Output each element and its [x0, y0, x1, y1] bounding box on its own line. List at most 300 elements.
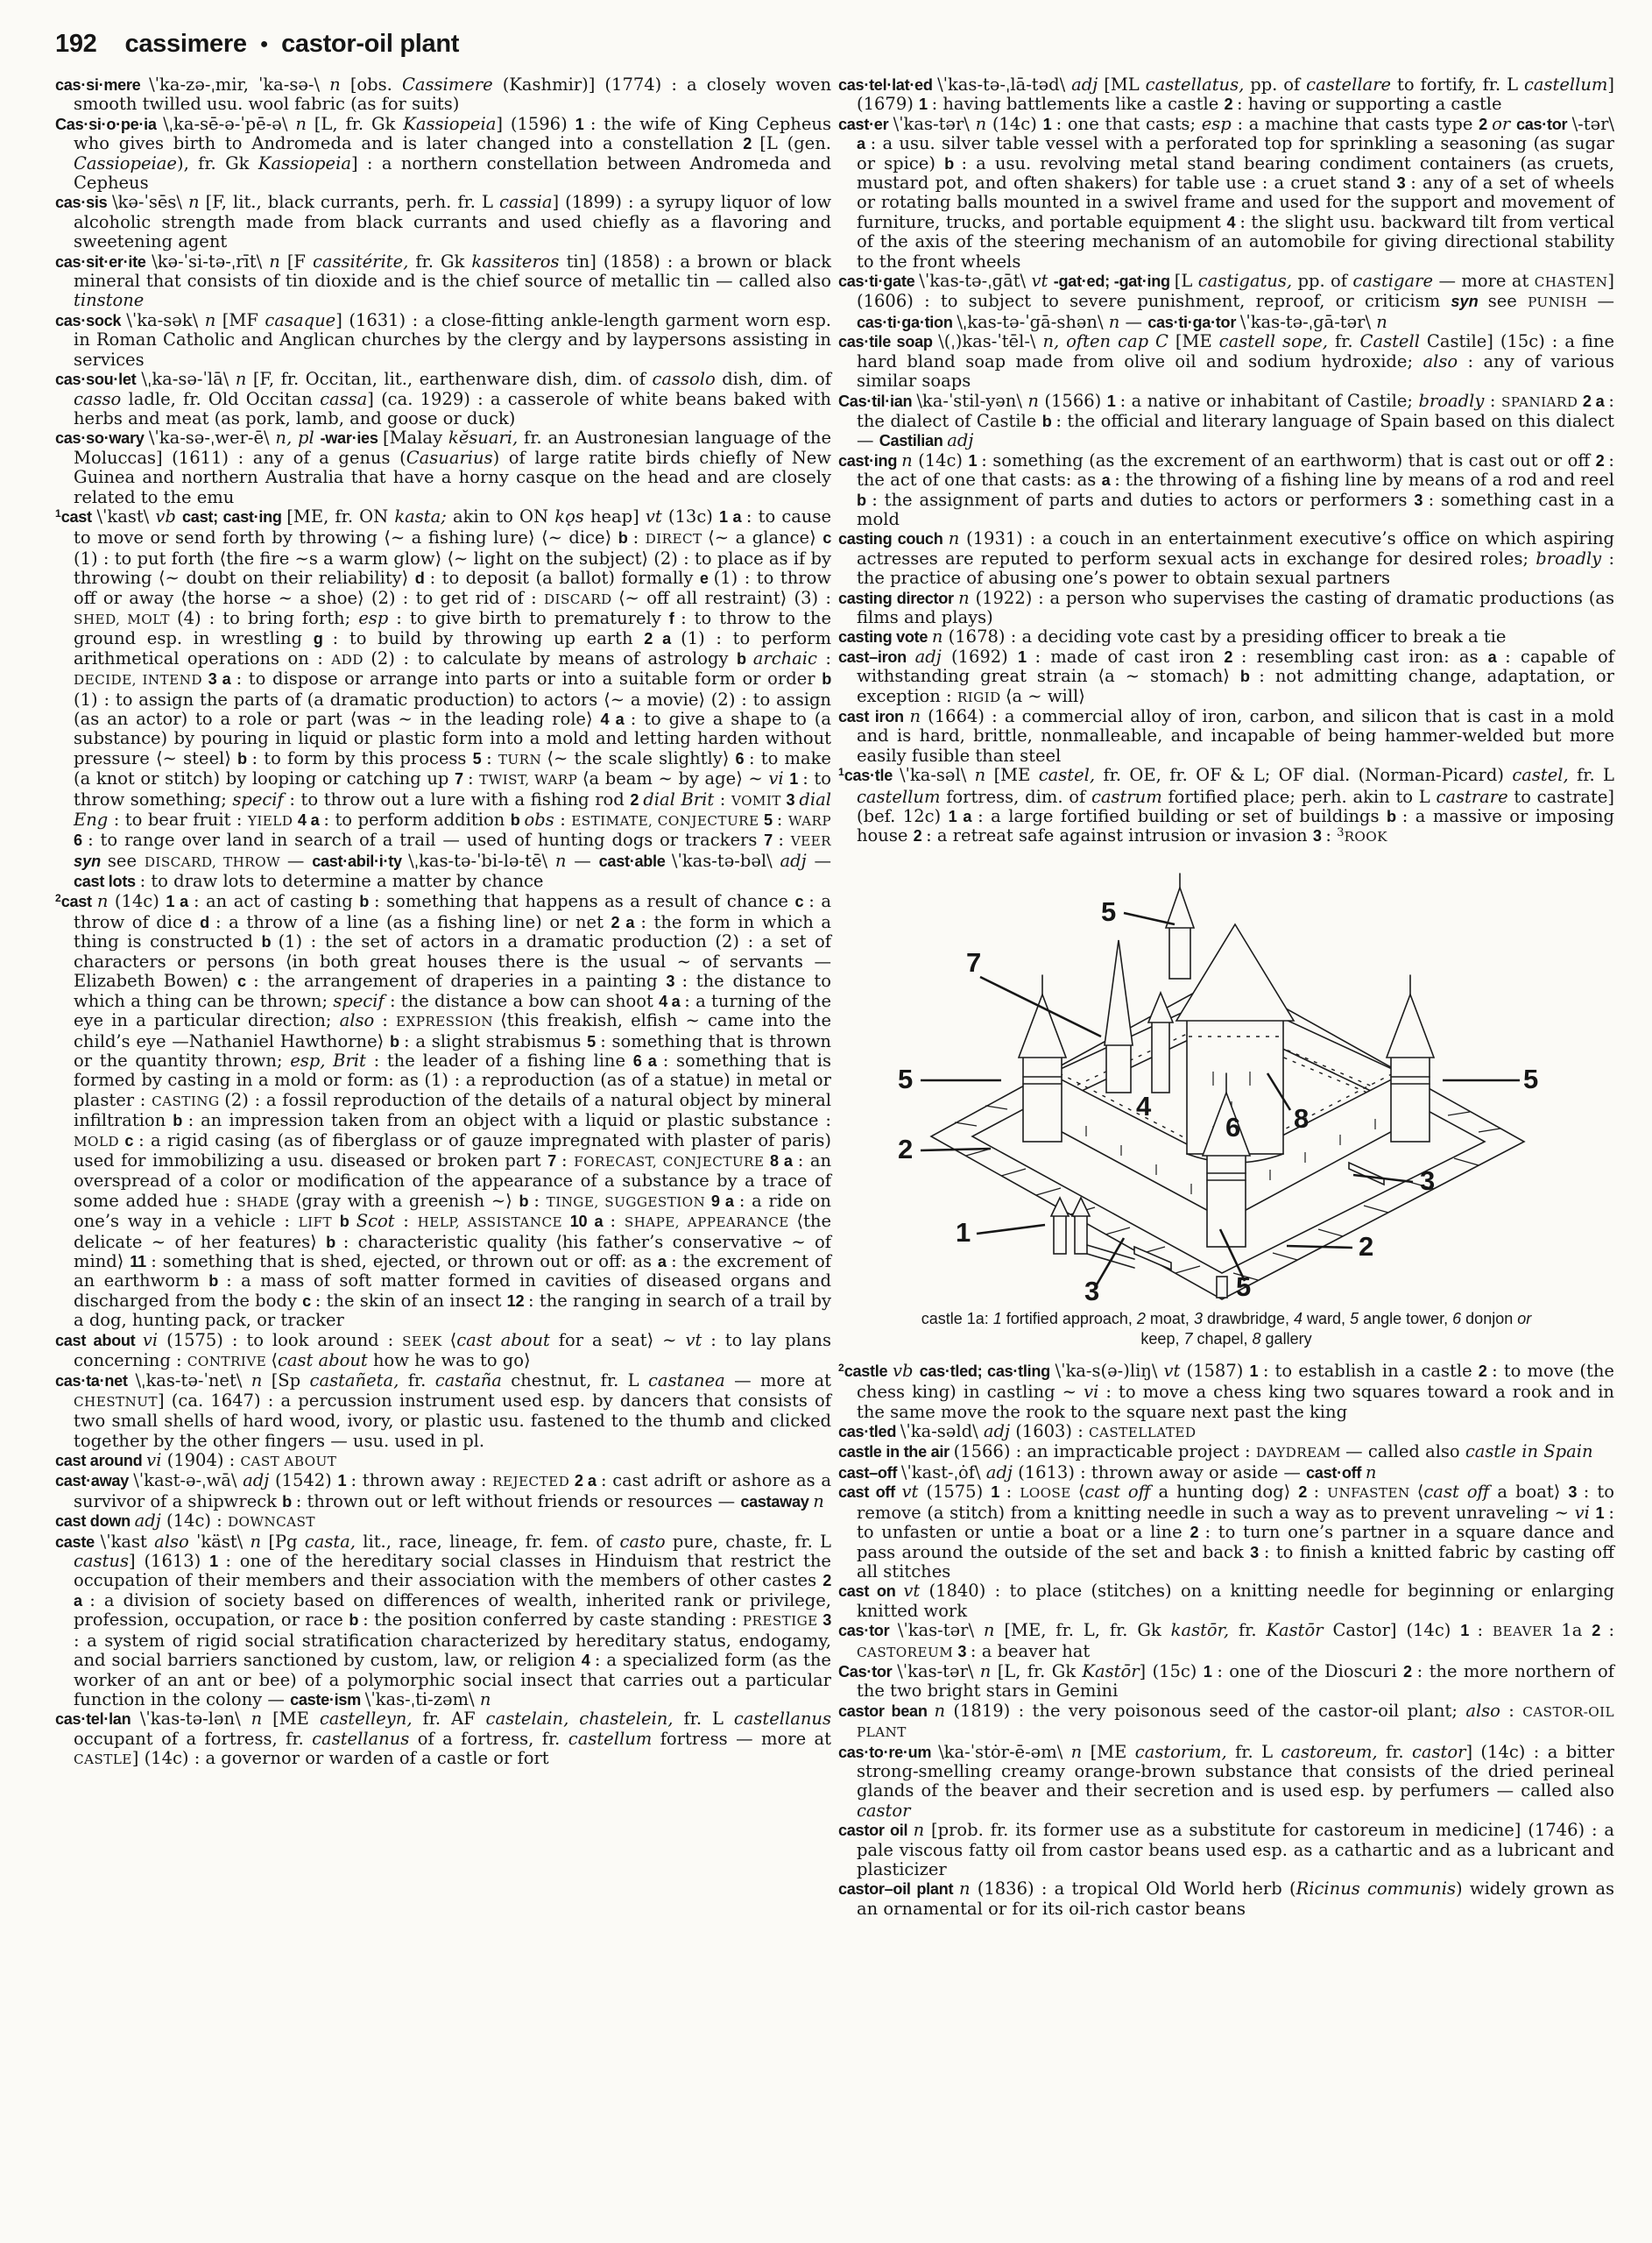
text-run: castellatus,: [1145, 74, 1251, 95]
text-run: 7: [1183, 1329, 1197, 1348]
text-run: cas·sis: [55, 194, 112, 212]
dictionary-entry: [838, 1482, 1614, 1581]
text-run: Castell: [1359, 331, 1427, 352]
text-run: casaque: [265, 309, 336, 330]
dictionary-entry: [55, 1371, 831, 1451]
text-run: :: [486, 747, 498, 768]
text-run: :: [719, 789, 731, 810]
text-run: 9 a: [710, 1192, 739, 1210]
text-run: LOOSE: [1020, 1485, 1078, 1502]
text-run: CASTOREUM: [857, 1644, 958, 1660]
text-run: —: [286, 850, 313, 871]
text-run: ] (1631) : a close-fitting ankle-length garment worn esp. in Roman Catholic and Anglican churches by the clergy and by laypersons assisting in services: [74, 309, 831, 370]
text-run: : a beaver hat: [970, 1640, 1091, 1661]
text-run: ⟨this freakish, elfish ∼ came into the child’s eye —Nathaniel Hawthorne⟩: [74, 1010, 832, 1051]
text-run: castelleyn,: [319, 1709, 423, 1730]
text-run: of a fortress, fr.: [417, 1728, 568, 1749]
text-run: \ˈkas-tə-ˌgāt\: [919, 271, 1032, 292]
text-run: 2: [1479, 115, 1493, 133]
text-run: n: [251, 1370, 272, 1391]
text-run: n: [958, 1879, 978, 1900]
text-run: b: [326, 1233, 343, 1251]
text-run: : something that is thrown or the quantity thrown;: [74, 1030, 831, 1071]
text-run: 1: [789, 770, 803, 789]
text-run: n: [901, 449, 919, 471]
text-run: b: [1041, 412, 1056, 430]
text-run: 2: [1595, 451, 1609, 470]
text-run: \ˈka-səl\: [899, 765, 975, 786]
text-run: : the practice of abusing one’s power to obtain sexual partners: [857, 548, 1615, 589]
text-run: vt: [901, 1482, 927, 1503]
text-run: : to make (a knot or stitch) by looping or catching up: [74, 747, 831, 789]
text-run: \ˈka-zə-ˌmir, ˈka-sə-\: [149, 74, 330, 95]
text-run: Cassimere: [401, 74, 503, 95]
text-run: 6: [74, 831, 88, 850]
text-run: syn: [74, 852, 108, 870]
text-run: archaic: [752, 647, 826, 669]
text-run: b: [359, 892, 375, 910]
text-run: cas·si·mere: [55, 76, 150, 94]
text-run: n: [204, 309, 222, 330]
text-run: casting director: [838, 589, 959, 607]
text-run: : a slight strabismus: [404, 1030, 588, 1051]
text-run: [F: [286, 251, 313, 272]
text-run: c: [124, 1131, 139, 1150]
text-run: (4) : to bring forth;: [177, 607, 359, 628]
text-run: : to move a chess king two squares toward a rook and in the same move the rook to the square next past the king: [857, 1382, 1614, 1422]
text-run: cast down: [55, 1512, 135, 1531]
text-run: vi: [1084, 1382, 1106, 1403]
text-run: :: [561, 1150, 575, 1171]
text-run: — more at: [734, 1370, 831, 1391]
dictionary-entry: [838, 392, 1614, 451]
text-run: also: [1423, 350, 1468, 371]
text-run: 5: [472, 749, 487, 768]
text-run: see: [1487, 291, 1528, 312]
text-run: HELP, ASSISTANCE: [417, 1214, 570, 1231]
dictionary-entry: [838, 1879, 1614, 1919]
text-run: 2 a: [74, 1572, 831, 1610]
figure-callout-line: [1124, 913, 1175, 924]
text-run: vt: [1163, 1360, 1187, 1381]
text-run: dial Brit: [643, 789, 720, 810]
text-run: fr.: [407, 1370, 435, 1391]
text-run: \ˈkas-tər\: [893, 113, 976, 134]
dictionary-entry: [838, 647, 1614, 707]
text-run: : something that is shed, ejected, or thrown out or off: as: [151, 1250, 658, 1271]
text-run: kastōr,: [1170, 1620, 1239, 1641]
text-run: CASTOR-OIL PLANT: [857, 1703, 1614, 1741]
text-run: f: [668, 609, 681, 627]
text-run: : a throw of a line (as a fishing line) or net: [215, 912, 611, 933]
text-run: \-tər\: [1571, 113, 1615, 134]
text-run: cast·er: [838, 115, 893, 133]
text-run: b: [857, 491, 872, 509]
text-run: ˈkäst\: [196, 1531, 251, 1552]
guide-word-left: cassimere: [124, 30, 247, 58]
text-run: 2: [838, 1361, 844, 1374]
text-run: cassa: [320, 388, 368, 409]
text-run: TURN: [498, 751, 547, 768]
text-run: [Sp: [271, 1370, 310, 1391]
text-run: or: [1517, 1309, 1532, 1327]
text-run: ] : a northern constellation between Andromeda and Cepheus: [74, 152, 832, 194]
text-run: ] (15c): [1139, 1660, 1204, 1681]
text-run: [ME: [1175, 331, 1219, 352]
text-run: : the slight usu. backward tilt from vertical of the axis of the steering mechanism of an automobile for giving directional stability to the front wheels: [857, 211, 1614, 272]
dictionary-entry: [55, 1471, 831, 1511]
dictionary-entry: [838, 1362, 1614, 1422]
text-run: SHED, MOLT: [74, 611, 177, 627]
text-run: ] (14c) : a bitter strong-smelling creamy orange-brown substance that consists of the dried perineal glands of the beaver and their secretion and is used esp. by perfumers — called also: [857, 1741, 1614, 1801]
text-run: —: [1125, 311, 1148, 332]
text-run: ⟨a beam ∼ by age⟩ ∼: [582, 768, 769, 789]
text-run: \ˈka-s(ə-)liŋ\: [1055, 1360, 1164, 1381]
text-run: [L, fr. Gk: [314, 113, 404, 134]
text-run: UNFASTEN: [1327, 1485, 1417, 1502]
text-run: n: [269, 251, 287, 272]
text-run: 8 a: [769, 1151, 798, 1170]
text-run: -gat·ed; -gat·ing: [1053, 272, 1175, 291]
text-run: [L: [1174, 271, 1198, 292]
text-run: Cas·til·ian: [838, 392, 917, 410]
text-run: SEEK: [402, 1333, 450, 1349]
dictionary-entry: [838, 1442, 1614, 1462]
text-run: cast–iron: [838, 647, 915, 666]
text-run: 3: [822, 1611, 831, 1630]
text-run: b: [510, 811, 525, 830]
text-run: see: [107, 850, 145, 871]
text-run: castorium,: [1134, 1741, 1236, 1762]
text-run: also: [154, 1531, 197, 1552]
text-run: cas·sock: [55, 311, 127, 329]
text-run: cast around: [55, 1452, 147, 1470]
dictionary-entry: [55, 1532, 831, 1710]
text-run: \ˈka-sə-ˌwer-ē\: [148, 428, 276, 449]
text-run: 2: [743, 135, 760, 153]
text-run: 3 a: [208, 670, 237, 689]
text-run: ROOK: [1344, 829, 1387, 846]
text-run: : the distance a bow can shoot: [389, 990, 660, 1011]
text-run: : a machine that casts type: [1237, 113, 1479, 134]
text-run: how he was to go⟩: [372, 1350, 531, 1370]
text-run: cast·abil·i·ty: [312, 852, 409, 870]
text-run: or: [1492, 113, 1516, 134]
text-run: ⟨∼ the scale slightly⟩: [547, 747, 736, 768]
text-run: : cast adrift or ashore as a survivor of a shipwreck: [74, 1470, 831, 1511]
text-run: b: [1239, 668, 1260, 686]
left-column: [55, 75, 831, 1770]
text-run: (1) : to assign the parts of (a dramatic production) to actors ⟨∼ a movie⟩ (2) : to assign (as an actor) to a role or part ⟨was ∼ in the leading role⟩: [74, 689, 831, 729]
text-run: Cas·tor: [838, 1662, 898, 1680]
text-run: c: [302, 1291, 315, 1310]
text-run: cast off: [1084, 1482, 1159, 1503]
text-run: castell sope,: [1218, 331, 1335, 352]
text-run: : the throwing of a fishing line by means of a rod and reel: [1114, 470, 1614, 491]
text-run: \ˈkast-ˌȯf\: [900, 1461, 986, 1482]
text-run: \ˈka-sək\: [126, 309, 205, 330]
text-run: castel,: [1038, 765, 1104, 786]
text-run: 1: [55, 506, 61, 520]
text-run: (Kashmir)] (1774) : a closely woven smooth twilled usu. wool fabric (as for suits): [74, 74, 832, 115]
text-run: : the form in which a thing is constructed: [74, 912, 831, 952]
dictionary-entry: [838, 451, 1614, 530]
text-run: [obs.: [349, 74, 402, 95]
text-run: : to form by this process: [251, 747, 473, 768]
text-run: specif: [232, 789, 290, 810]
text-run: ] (1899) : a syrupy liquor of low alcoholic strength made from black currants and used chiefly as a flavoring and sweetening agent: [74, 192, 832, 252]
text-run: castaña: [434, 1370, 512, 1391]
figure-label: 2: [1359, 1230, 1374, 1262]
text-run: b: [282, 1492, 296, 1511]
text-run: \ˌkas-tə-ˈgā-shən\: [957, 311, 1109, 332]
text-run: cast: [60, 507, 97, 526]
text-run: ward,: [1307, 1309, 1351, 1327]
text-run: : thrown out or left without friends or resources —: [295, 1490, 741, 1511]
text-run: (1904) :: [166, 1450, 241, 1471]
text-run: ] (ca. 1647) : a percussion instrument used esp. by dancers that consists of two small shells of hard wood, ivory, or plastic usu. fastened to the thumb and clicked together by the other fingers — usu. used in pl.: [74, 1390, 831, 1451]
text-run: : capable of withstanding great strain ⟨a ∼ stomach⟩: [857, 646, 1614, 687]
dictionary-entry: [55, 115, 831, 194]
text-run: DECIDE, INTEND: [74, 672, 208, 689]
text-run: 4: [1294, 1309, 1308, 1327]
text-run: DISCARD: [543, 591, 618, 607]
figure-label: 5: [1101, 895, 1117, 927]
text-run: castaway: [740, 1492, 814, 1511]
text-run: 6: [735, 749, 749, 768]
figure-label: 2: [898, 1133, 914, 1164]
text-run: : an impression taken from an object with a liquid or plastic substance :: [187, 1110, 831, 1131]
text-run: — more at: [1438, 271, 1535, 292]
text-run: :: [533, 1190, 547, 1211]
text-run: (1664) : a commercial alloy of iron, carbon, and silicon that is cast in a mold and is hard, brittle, nonmalleable, and incapable of being hammer-welded but more easily fusible than steel: [857, 706, 1614, 766]
text-run: \ˌka-sē-ə-ˈpē-ə\: [163, 113, 296, 134]
figure-label: 3: [1420, 1164, 1436, 1196]
figure-label: 4: [1136, 1090, 1152, 1122]
text-run: 1: [1249, 1362, 1263, 1380]
text-run: cas·tel·lat·ed: [838, 76, 938, 94]
text-run: tinstone: [74, 290, 145, 311]
text-run: castigatus,: [1197, 271, 1298, 292]
text-run: c: [794, 892, 809, 910]
text-run: Cas·si·o·pe·ia: [55, 115, 164, 133]
text-run: : an overspread of a color or modification of the appearance of a substance by a trace of some added hue :: [74, 1150, 832, 1211]
text-run: 2: [1298, 1483, 1314, 1502]
text-run: heap]: [589, 506, 646, 527]
text-run: castellum: [857, 786, 947, 807]
text-run: \ˈkas-tə-lən\: [139, 1709, 251, 1730]
text-run: 2: [55, 891, 61, 904]
text-run: n: [913, 1820, 932, 1841]
text-run: b: [1386, 808, 1402, 826]
right-column: [838, 75, 1614, 1919]
text-run: (1692): [950, 646, 1018, 667]
text-run: 1: [209, 1553, 226, 1571]
text-run: : to unfasten or untie a boat or a line: [857, 1502, 1614, 1543]
text-run: moat,: [1149, 1309, 1194, 1327]
text-run: : characteristic quality ⟨his father’s conservative ∼ of mind⟩: [74, 1231, 831, 1271]
text-run: : to turn one’s partner in a square dance and pass around the outside of the set and back: [857, 1522, 1614, 1562]
text-run: :: [1508, 1700, 1523, 1721]
text-run: [Pg: [268, 1531, 305, 1552]
text-run: cast·able: [598, 852, 672, 870]
text-run: vb: [155, 506, 183, 527]
text-run: a: [657, 1252, 672, 1270]
text-run: : the leader of a fishing line: [373, 1050, 633, 1071]
text-run: dial Eng: [74, 789, 831, 831]
text-run: n: [554, 850, 575, 871]
text-run: 3: [786, 790, 800, 809]
text-run: 6 a: [632, 1051, 663, 1070]
text-run: RIGID: [957, 689, 1006, 705]
text-run: MOLD: [74, 1133, 125, 1150]
text-run: keep,: [1140, 1329, 1184, 1348]
text-run: cast–off: [838, 1463, 901, 1482]
text-run: ⟨the delicate ∼ of her features⟩: [74, 1211, 832, 1252]
dictionary-entry: [55, 193, 831, 251]
dictionary-entry: [838, 115, 1614, 272]
dictionary-entry: [838, 1621, 1614, 1662]
text-run: 3: [1568, 1483, 1584, 1502]
text-run: fortress — more at: [660, 1728, 832, 1749]
text-run: vt: [903, 1581, 929, 1602]
text-run: cast·ing: [838, 451, 902, 470]
text-run: cast lots: [74, 873, 140, 891]
dictionary-entry: [838, 1581, 1614, 1621]
text-run: —: [574, 850, 599, 871]
text-run: : something (as the excrement of an earthworm) that is cast out or off: [981, 449, 1596, 471]
text-run: ⟨: [1416, 1482, 1424, 1503]
text-run: : the position conferred by caste standing :: [363, 1610, 743, 1631]
text-run: lit., race, lineage, fr. fem. of: [363, 1531, 620, 1552]
dictionary-entry: [55, 428, 831, 507]
figure-label: 8: [1294, 1102, 1310, 1134]
text-run: ⟨∼ off all restraint⟩ (3) :: [618, 587, 832, 608]
text-run: (14c): [992, 113, 1043, 134]
text-run: castus: [74, 1551, 129, 1572]
text-run: : the wife of King Cepheus who gives birth to Andromeda and is later changed into a constellation: [74, 113, 831, 154]
text-run: angle tower,: [1363, 1309, 1453, 1327]
text-run: CHASTEN: [1534, 274, 1608, 291]
text-run: \ˈkast: [100, 1531, 155, 1552]
text-run: ⟨: [271, 1350, 278, 1370]
text-run: Castor] (14c): [1332, 1620, 1461, 1641]
text-run: : to give birth to prematurely: [396, 607, 669, 628]
text-run: b: [349, 1611, 364, 1630]
text-run: adj: [985, 1461, 1019, 1482]
text-run: (1678) : a deciding vote cast by a presiding officer to break a tie: [948, 626, 1507, 647]
text-run: \ˈkas-ˌti-zəm\: [364, 1688, 480, 1709]
text-run: : the assignment of parts and duties to actors or performers: [872, 489, 1415, 510]
text-run: ESTIMATE, CONJECTURE: [571, 813, 765, 830]
text-run: cas·ti·gate: [838, 272, 920, 291]
text-run: :: [778, 830, 791, 851]
text-run: 3: [1337, 826, 1345, 840]
text-run: gallery: [1265, 1329, 1312, 1348]
text-run: (1840) : to place (stitches) on a knitting needle for beginning or enlarging knitted work: [857, 1581, 1614, 1621]
text-run: : something cast in a mold: [857, 489, 1614, 529]
text-run: : a rigid casing (as of fiberglass or of gauze impregnated with plaster of paris) used for immobilizing a usu. diseased or broken part: [74, 1129, 831, 1171]
text-run: for a seat⟩ ∼: [558, 1329, 686, 1350]
text-run: casto: [619, 1531, 673, 1552]
text-run: (14c) :: [166, 1511, 228, 1532]
text-run: Kassiopeia: [258, 152, 351, 173]
text-run: fr. an Austronesian language of the Moluccas] (1611) : any of a genus (: [74, 428, 831, 468]
text-run: n: [188, 192, 206, 213]
text-run: 1: [337, 1472, 351, 1490]
text-run: CASTING: [152, 1093, 225, 1109]
text-run: ] (1596): [496, 113, 575, 134]
text-run: [F, fr. Occitan, lit., earthenware dish, dim. of: [252, 369, 653, 390]
text-run: : one of the Dioscuri: [1217, 1660, 1404, 1681]
text-run: chestnut, fr. L: [511, 1370, 649, 1391]
text-run: (2) : a fossil reproduction of the details of a natural object by mineral infiltration: [74, 1089, 831, 1131]
text-run: castrum: [1091, 786, 1168, 807]
text-run: fortress, dim. of: [946, 786, 1091, 807]
text-run: 10 a: [569, 1213, 611, 1231]
text-run: 1: [991, 1483, 1006, 1502]
text-run: (1613) : thrown away or aside —: [1018, 1461, 1307, 1482]
dictionary-entry: [55, 75, 831, 115]
text-run: castellare: [1306, 74, 1397, 95]
text-run: Casuarius: [406, 447, 493, 468]
text-run: \ˈkas-tə-ˌlā-təd\: [937, 74, 1072, 95]
text-run: : to throw out a lure with a fishing rod: [289, 789, 631, 810]
dictionary-entry: [55, 1331, 831, 1372]
text-run: castrare: [1436, 786, 1514, 807]
text-run: esp, Brit: [290, 1050, 374, 1071]
text-run: castanea: [648, 1370, 735, 1391]
text-run: :: [1006, 1482, 1020, 1503]
text-run: castor: [857, 1800, 911, 1821]
dictionary-entry: [838, 1662, 1614, 1702]
castle-figure: [838, 863, 1614, 1349]
text-run: 3: [1396, 174, 1411, 193]
text-run: n: [235, 369, 253, 390]
text-run: adj: [1071, 74, 1105, 95]
text-run: [MF: [222, 309, 265, 330]
text-run: castle in the air: [838, 1443, 954, 1461]
text-run: CASTLE: [74, 1751, 132, 1768]
text-run: 8: [1252, 1329, 1266, 1348]
text-run: DAYDREAM: [1255, 1445, 1346, 1461]
dictionary-entry: [55, 370, 831, 428]
text-run: [ML: [1104, 74, 1146, 95]
text-run: 6: [1452, 1309, 1466, 1327]
text-run: b: [237, 749, 252, 768]
text-run: (1603) :: [1015, 1421, 1090, 1442]
text-run: castle 1a:: [921, 1309, 993, 1327]
text-run: 2: [1136, 1309, 1150, 1327]
text-run: (1836) : a tropical Old World herb (: [977, 1879, 1296, 1900]
text-run: vi: [142, 1329, 167, 1350]
text-run: castor–oil plant: [838, 1880, 959, 1899]
text-run: cas·tled; cas·tling: [919, 1362, 1055, 1380]
dictionary-entry: [838, 766, 1614, 849]
text-run: (1922) : a person who supervises the casting of dramatic productions (as films and plays): [857, 587, 1614, 627]
text-run: (1566) : an impracticable project :: [953, 1441, 1256, 1462]
dictionary-entry: [838, 1422, 1614, 1442]
text-run: vt: [645, 506, 668, 527]
text-run: drawbridge,: [1206, 1309, 1295, 1327]
text-run: 5: [1350, 1309, 1364, 1327]
text-run: cast about: [277, 1350, 373, 1370]
text-run: c: [822, 529, 831, 548]
text-run: (2) : to calculate by means of astrology: [371, 647, 737, 669]
dictionary-entry: [838, 707, 1614, 766]
text-run: donjon: [1465, 1309, 1518, 1327]
text-run: vi: [146, 1450, 167, 1471]
